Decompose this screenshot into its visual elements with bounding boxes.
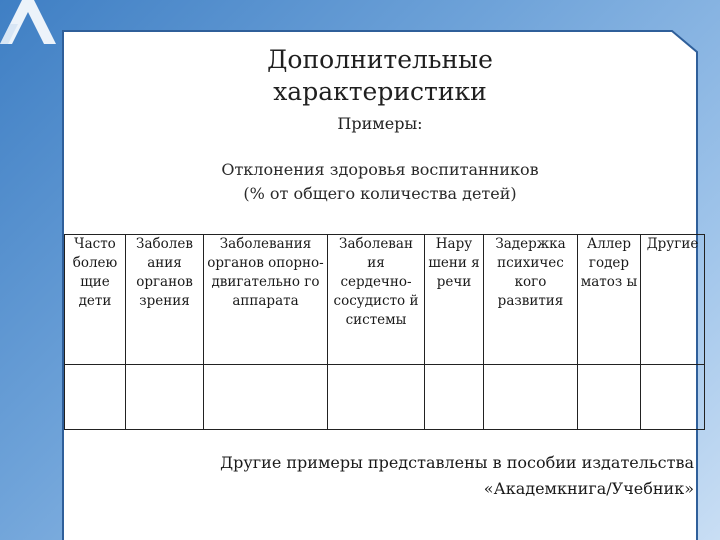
- health-table: [64, 234, 705, 430]
- footer-note: [94, 450, 694, 502]
- publisher-logo-icon: [0, 0, 60, 44]
- table-header-cell: Другие: [641, 235, 705, 365]
- subtitle-line-2: (% от общего количества детей): [243, 184, 517, 203]
- table-header-cell: Заболеван ия сердечно- сосудисто й системы: [328, 235, 425, 365]
- table-header-cell: Заболевания органов опорно- двигательно го аппарата: [204, 235, 328, 365]
- table-header-cell: Задержка психичес кого развития: [484, 235, 578, 365]
- table-row: [65, 365, 705, 430]
- footer-line-2: «Академкнига/Учебник»: [483, 479, 694, 498]
- title-line-1: Дополнительные: [267, 45, 493, 74]
- table-cell: [204, 365, 328, 430]
- table-cell: [126, 365, 204, 430]
- table-header-cell: Заболев ания органов зрения: [126, 235, 204, 365]
- table-header-row: [65, 235, 705, 365]
- table-cell: [484, 365, 578, 430]
- page-title: [62, 44, 698, 108]
- table-cell: [578, 365, 641, 430]
- table-cell: [425, 365, 484, 430]
- table-header-cell: Аллер годер матоз ы: [578, 235, 641, 365]
- table-header-cell: Нару шени я речи: [425, 235, 484, 365]
- title-line-2: характеристики: [273, 77, 487, 106]
- examples-label: Примеры:: [337, 114, 423, 133]
- subtitle: [62, 158, 698, 206]
- table-cell: [65, 365, 126, 430]
- subtitle-line-1: Отклонения здоровья воспитанников: [221, 160, 539, 179]
- table-cell: [328, 365, 425, 430]
- footer-line-1: Другие примеры представлены в пособии издательства: [220, 453, 694, 472]
- table-cell: [641, 365, 705, 430]
- table-header-cell: Часто болею щие дети: [65, 235, 126, 365]
